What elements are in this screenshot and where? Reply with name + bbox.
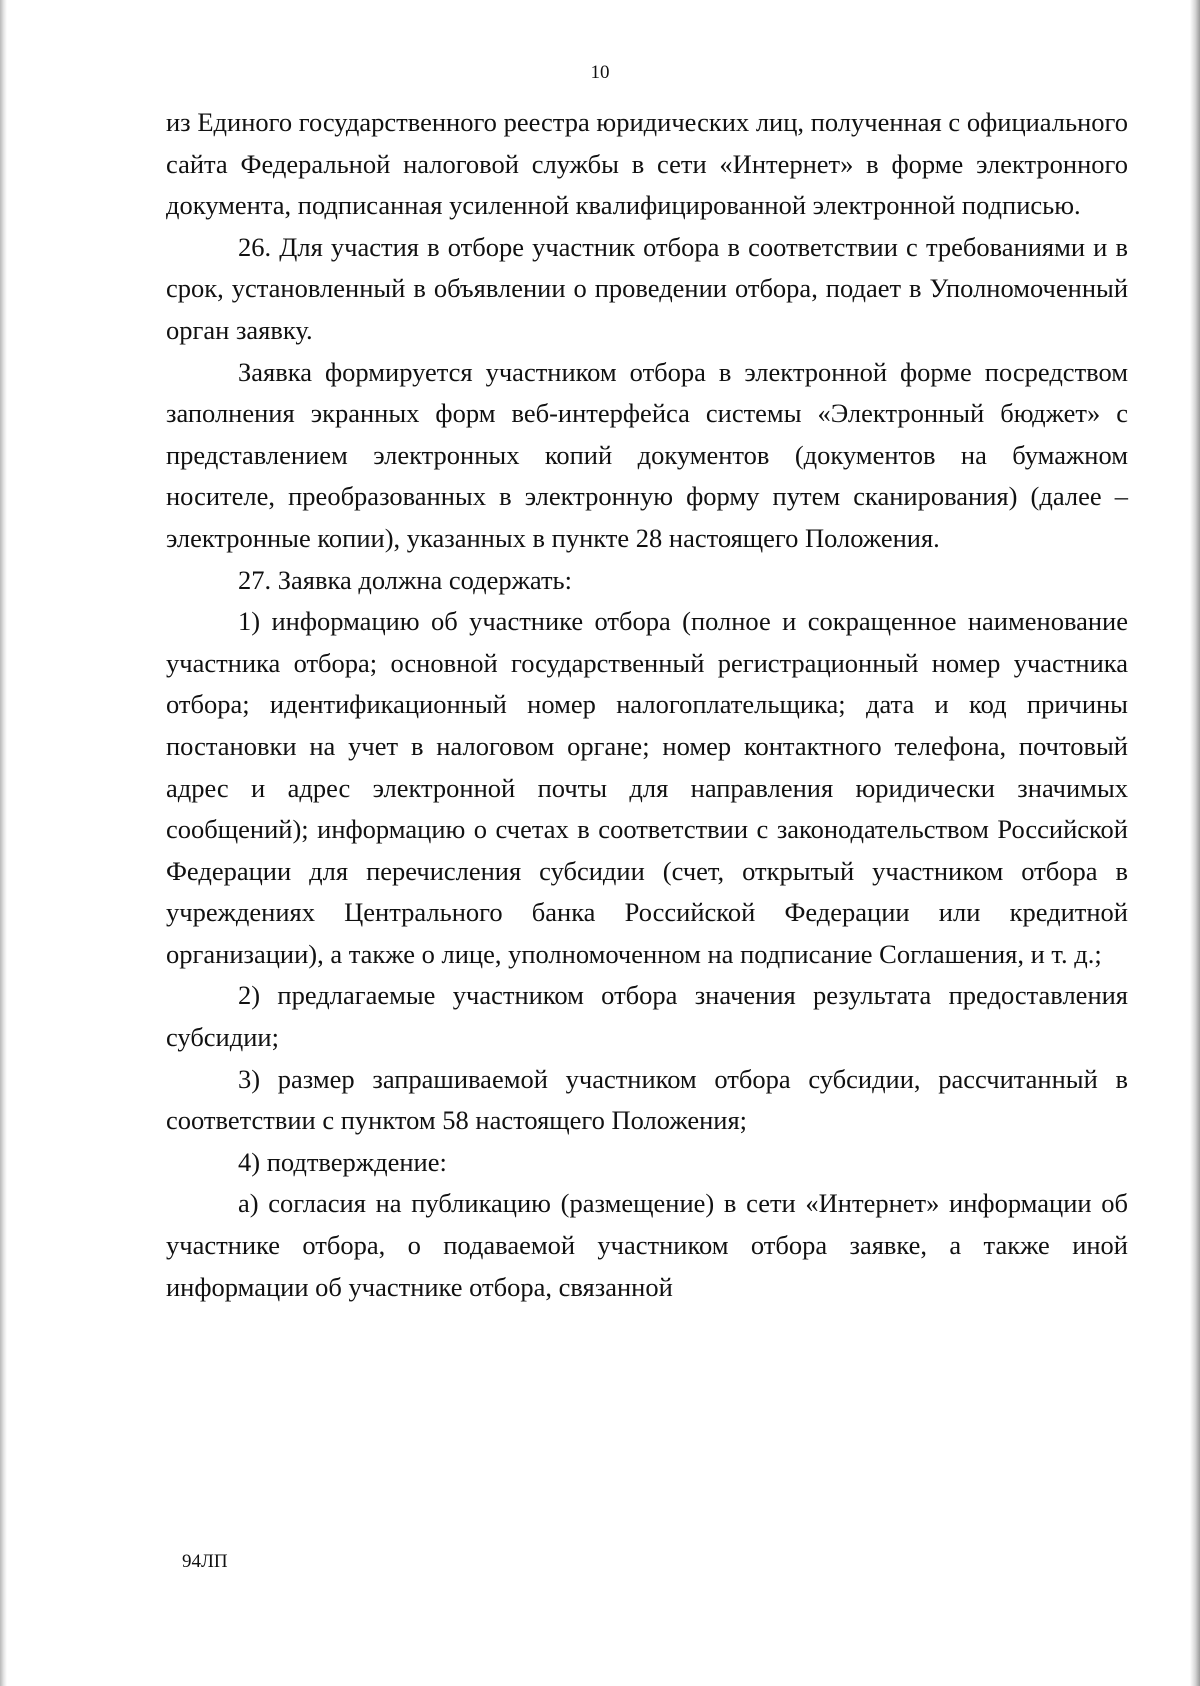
paragraph-26: 26. Для участия в отборе участник отбора в соответствии с требованиями и в срок, установленный в объявлении о проведении отбора, подает в Уполномоченный орган заявку. — [166, 231, 1128, 345]
list-item-3: 3) размер запрашиваемой участником отбора субсидии, рассчитанный в соответствии с пунктом 58 настоящего Положения; — [166, 1063, 1128, 1136]
page-number: 10 — [590, 62, 610, 83]
list-item-4a: а) согласия на публикацию (размещение) в сети «Интернет» информации об участнике отбора, о подаваемой участником отбора заявке, а также иной информации об участнике отбора, связанной — [166, 1188, 1128, 1302]
paragraph-application-form: Заявка формируется участником отбора в электронной форме посредством заполнения экранных форм веб-интерфейса системы «Электронный бюджет» с представлением электронных копий документов (документов на бумажном носителе, преобразованных в электронную форму путем сканирования) (далее – электронные копии), указанных в пункте 28 настоящего Положения. — [166, 356, 1128, 553]
list-item-1: 1) информацию об участнике отбора (полное и сокращенное наименование участника отбора; основной государственный регистрационный номер участника отбора; идентификационный номер налогоплательщика; дата и код причины постановки на учет в налоговом органе; номер контактного телефона, почтовый адрес и адрес электронной почты для направления юридически значимых сообщений); информацию о счетах в соответствии с законодательством Российской Федерации для перечисления субсидии (счет, открытый участником отбора в учреждениях Центрального банка Российской Федерации или кредитной организации), а также о лице, уполномоченном на подписание Соглашения, и т. д.; — [166, 606, 1128, 969]
paragraph-27: 27. Заявка должна содержать: — [238, 564, 572, 595]
paragraph-egrul-extract: из Единого государственного реестра юридических лиц, полученная с официального сайта Федеральной налоговой службы в сети «Интернет» в форме электронного документа, подписанная усиленной квалифицированной электронной подписью. — [166, 107, 1128, 221]
scan-edge-right — [1190, 0, 1200, 1686]
list-item-4: 4) подтверждение: — [238, 1146, 447, 1177]
footer-code: 94ЛП — [182, 1551, 228, 1572]
scan-edge-left — [0, 0, 7, 1686]
document-body — [166, 102, 1128, 1308]
list-item-2: 2) предлагаемые участником отбора значения результата предоставления субсидии; — [166, 980, 1128, 1053]
